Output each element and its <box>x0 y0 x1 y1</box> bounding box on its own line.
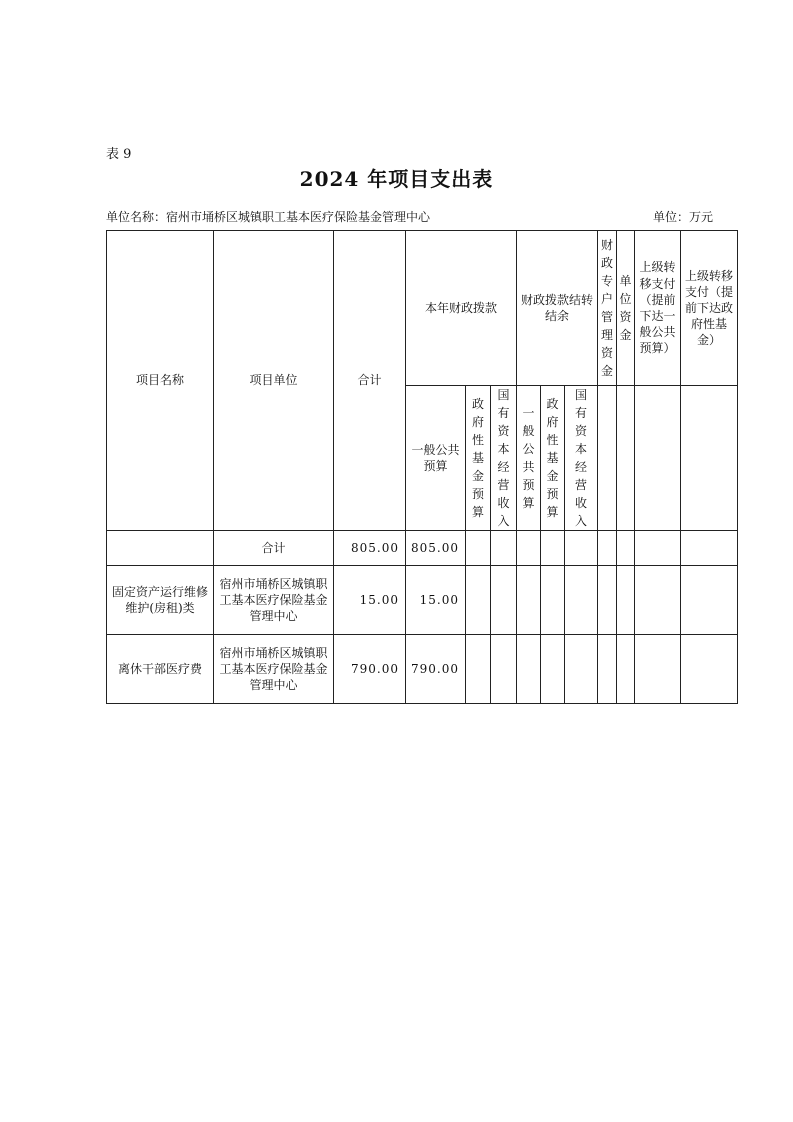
header-transfer-general: 上级转移支付（提前下达一般公共预算） <box>635 231 681 386</box>
header-carry-gov-fund: 政府性基金预算 <box>541 386 565 531</box>
table-row <box>107 566 738 635</box>
header-gov-fund-budget: 政府性基金预算 <box>466 386 491 531</box>
header-project-name: 项目名称 <box>107 231 214 531</box>
header-unit-fund: 单位资金 <box>617 231 635 386</box>
header-transfer-gov-fund: 上级转移支付（提前下达政府性基金） <box>681 231 738 386</box>
document-title: 2024 年项目支出表 <box>299 167 494 191</box>
unit-name: 单位名称：宿州市埇桥区城镇职工基本医疗保险基金管理中心 <box>106 210 431 224</box>
header-special-account-fund: 财政专户管理资金 <box>598 231 617 386</box>
header-project-unit: 项目单位 <box>214 231 334 531</box>
header-carryover: 财政拨款结转结余 <box>517 231 598 386</box>
row-total: 805.00 <box>334 531 406 566</box>
row-project-unit: 宿州市埇桥区城镇职工基本医疗保险基金管理中心 <box>214 635 334 704</box>
header-carry-general-budget: 一般公共预算 <box>517 386 541 531</box>
header-carry-state-capital: 国有资本经营收入 <box>565 386 598 531</box>
row-general-budget: 15.00 <box>406 566 466 635</box>
row-general-budget: 790.00 <box>406 635 466 704</box>
header-total: 合计 <box>334 231 406 531</box>
table-number: 表 9 <box>106 147 132 162</box>
header-general-budget: 一般公共预算 <box>406 386 466 531</box>
row-project-unit: 宿州市埇桥区城镇职工基本医疗保险基金管理中心 <box>214 566 334 635</box>
header-row-1 <box>107 231 738 386</box>
project-expenditure-table <box>106 230 738 704</box>
row-total: 790.00 <box>334 635 406 704</box>
row-project-unit: 合计 <box>214 531 334 566</box>
header-current-year-allocation: 本年财政拨款 <box>406 231 517 386</box>
currency-unit: 单位：万元 <box>653 210 714 224</box>
row-project-name: 离休干部医疗费 <box>107 635 214 704</box>
row-total: 15.00 <box>334 566 406 635</box>
table-row <box>107 531 738 566</box>
table-row <box>107 635 738 704</box>
row-project-name <box>107 531 214 566</box>
header-state-capital: 国有资本经营收入 <box>491 386 517 531</box>
row-general-budget: 805.00 <box>406 531 466 566</box>
row-project-name: 固定资产运行维修维护(房租)类 <box>107 566 214 635</box>
